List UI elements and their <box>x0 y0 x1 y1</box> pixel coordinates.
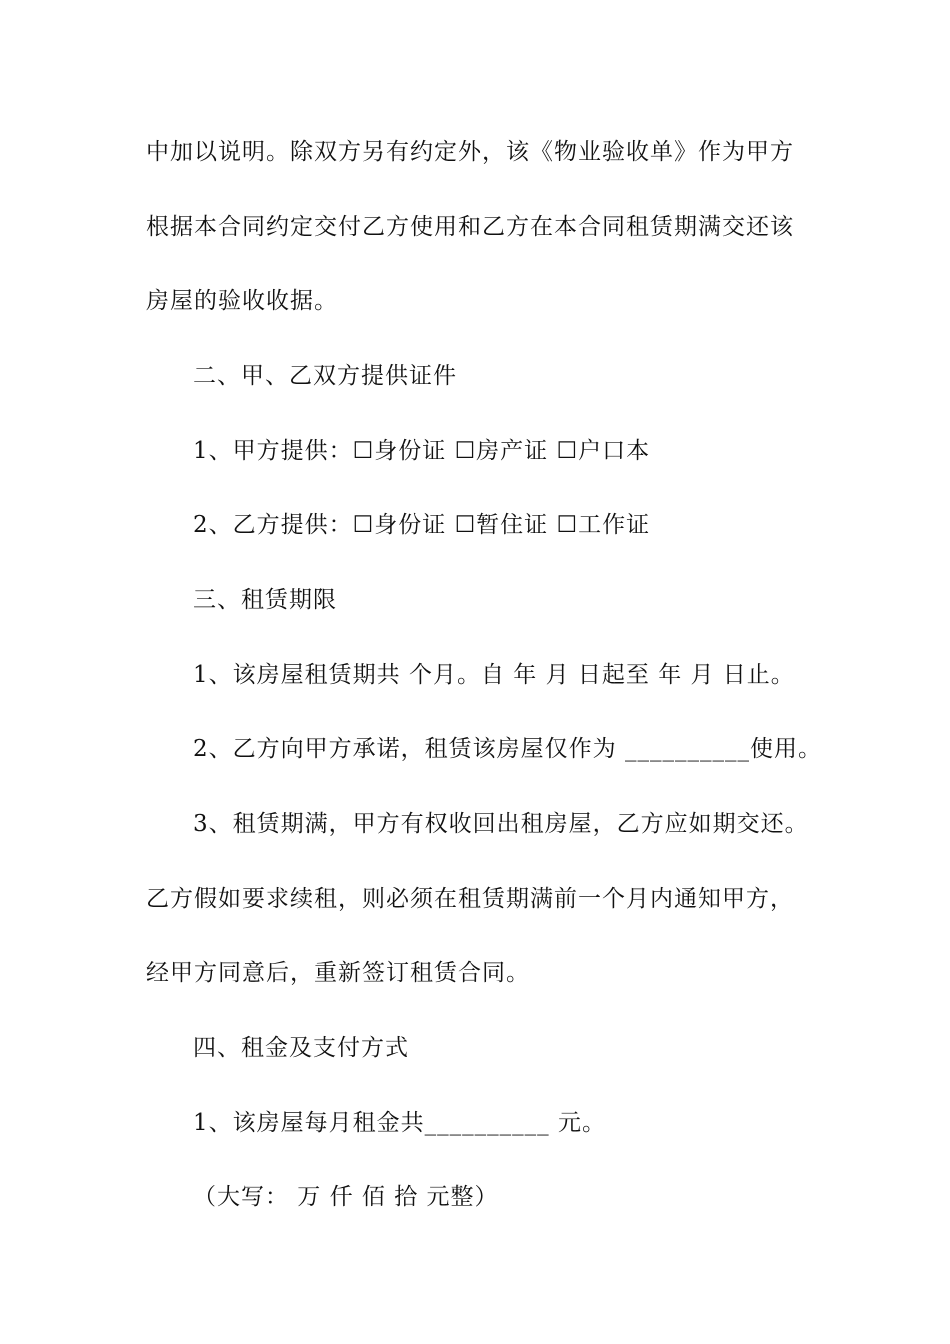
section-heading-documents: 二、甲、乙双方提供证件 <box>193 363 457 389</box>
lease-renewal-continuation-line: 经甲方同意后，重新签订租赁合同。 <box>146 960 530 986</box>
section-heading-rent-payment: 四、租金及支付方式 <box>193 1035 409 1061</box>
rent-amount-in-words-line: （大写： 万 仟 佰 拾 元整） <box>193 1184 499 1210</box>
section-heading-lease-term: 三、租赁期限 <box>193 587 337 613</box>
lease-expiry-line: 3、租赁期满，甲方有权收回出租房屋，乙方应如期交还。 <box>193 811 809 837</box>
paragraph-line-acceptance-basis: 根据本合同约定交付乙方使用和乙方在本合同租赁期满交还该 <box>146 214 794 240</box>
party-a-documents-line: 1、甲方提供：☐身份证 ☐房产证 ☐户口本 <box>193 438 651 464</box>
party-b-documents-line: 2、乙方提供：☐身份证 ☐暂住证 ☐工作证 <box>193 512 651 538</box>
lease-term-period-line: 1、该房屋租赁期共 个月。自 年 月 日起至 年 月 日止。 <box>193 662 795 688</box>
lease-renewal-line: 乙方假如要求续租，则必须在租赁期满前一个月内通知甲方， <box>146 886 794 912</box>
monthly-rent-line: 1、该房屋每月租金共__________ 元。 <box>193 1110 606 1136</box>
paragraph-line-acceptance-note: 中加以说明。除双方另有约定外，该《物业验收单》作为甲方 <box>146 139 794 165</box>
lease-usage-line: 2、乙方向甲方承诺，租赁该房屋仅作为 __________使用。 <box>193 736 822 762</box>
paragraph-line-acceptance-receipt: 房屋的验收收据。 <box>146 288 338 314</box>
